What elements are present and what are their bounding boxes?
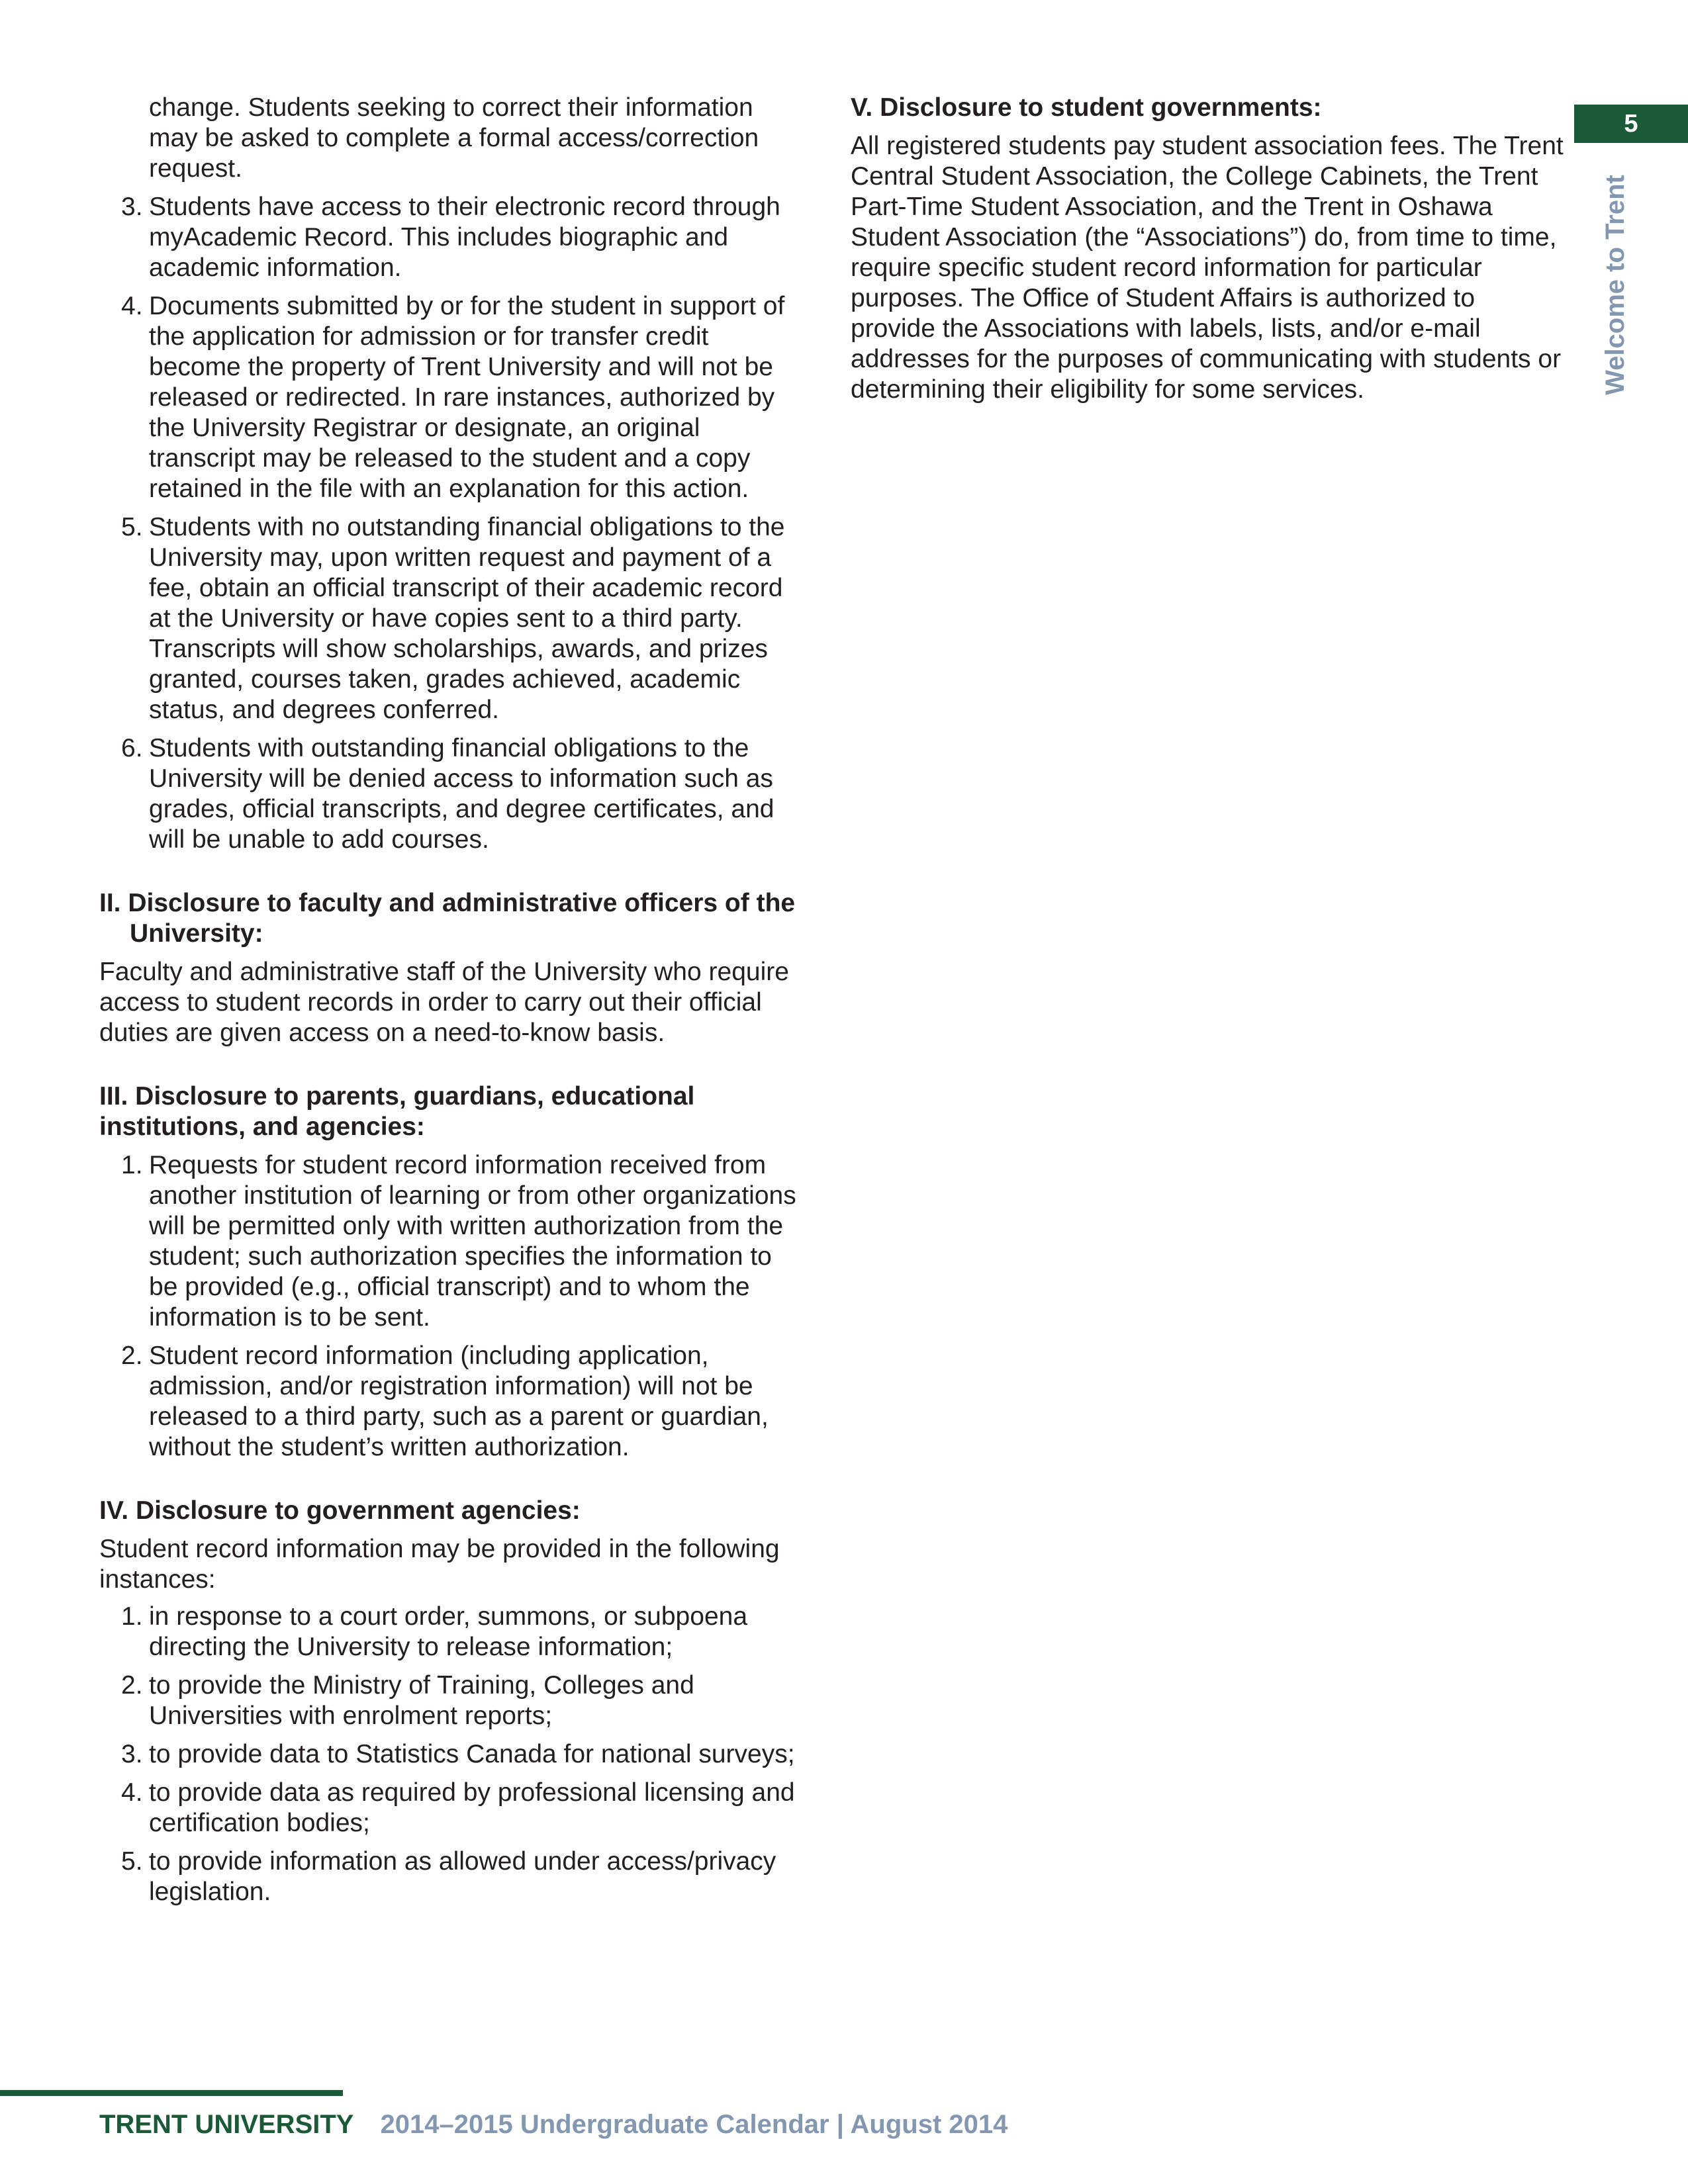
section-heading: II. Disclosure to faculty and administrative officers of the University:: [99, 889, 796, 948]
section-heading: V. Disclosure to student governments:: [851, 93, 1322, 122]
list-item: 1. Requests for student record information received from another institution of learning or from other organizations will be permitted only with written authorization from the student; such authorization specifies the information to be provided (e.g., official transcript) and to whom the information is to be sent.: [121, 1151, 796, 1332]
list-item: 5. to provide information as allowed under access/privacy legislation.: [121, 1847, 776, 1906]
footer-calendar: 2014–2015 Undergraduate Calendar | August 2014: [380, 2110, 1008, 2139]
right-column: [851, 93, 1566, 405]
list-item: 3. to provide data to Statistics Canada for national surveys;: [121, 1740, 795, 1768]
section-parents-disclosure: [99, 1081, 801, 1463]
continuation-text: change. Students seeking to correct their information may be asked to complete a formal access/correction request.: [149, 93, 759, 183]
section-student-governments: [851, 93, 1566, 405]
government-list: [99, 1602, 801, 1907]
access-list: [99, 192, 801, 855]
section-government-disclosure: [99, 1496, 801, 1907]
section-heading: IV. Disclosure to government agencies:: [99, 1496, 581, 1525]
list-item: 3. Students have access to their electronic record through myAcademic Record. This includes biographic and academic information.: [121, 193, 780, 282]
list-item: 2. to provide the Ministry of Training, Colleges and Universities with enrolment reports;: [121, 1671, 694, 1730]
list-item: 5. Students with no outstanding financial obligations to the University may, upon written request and payment of a fee, obtain an official transcript of their academic record at the University or have copies sent to a third party. Transcripts will show scholarships, awards, and prizes granted, courses taken, grades achieved, academic status, and degrees conferred.: [121, 513, 785, 724]
page-number: 5: [1624, 109, 1638, 138]
section-body: Faculty and administrative staff of the University who require access to student records in order to carry out their official duties are given access on a need-to-know basis.: [99, 958, 789, 1047]
left-column: [99, 93, 801, 1915]
list-item: 4. Documents submitted by or for the student in support of the application for admission or for transfer credit become the property of Trent University and will not be released or redirected. In rare instances, authorized by the University Registrar or designate, an original transcript may be released to the student and a copy retained in the file with an explanation for this action.: [121, 292, 785, 503]
parents-list: [99, 1150, 801, 1463]
list-item: 1. in response to a court order, summons, or subpoena directing the University to release information;: [121, 1602, 748, 1661]
section-heading: III. Disclosure to parents, guardians, educational institutions, and agencies:: [99, 1082, 695, 1141]
section-side-label: [1575, 165, 1655, 404]
footer-rule: [0, 2090, 343, 2096]
list-item: 4. to provide data as required by professional licensing and certification bodies;: [121, 1778, 795, 1837]
page-footer: [99, 2110, 1008, 2140]
section-intro: Student record information may be provided in the following instances:: [99, 1535, 780, 1594]
section-faculty-disclosure: [99, 888, 801, 1048]
section-body: All registered students pay student association fees. The Trent Central Student Association, the College Cabinets, the Trent Part-Time Student Association, and the Trent in Oshawa Student Association (the “Associations”) do, from time to time, require specific student record information for particular purposes. The Office of Student Affairs is authorized to provide the Associations with labels, lists, and/or e-mail addresses for the purposes of communicating with students or determining their eligibility for some services.: [851, 132, 1564, 404]
list-item: 2. Student record information (including application, admission, and/or registration information) will not be released to a third party, such as a parent or guardian, without the student’s written authorization.: [121, 1342, 769, 1461]
footer-university: TRENT UNIVERSITY: [99, 2110, 354, 2139]
side-label-text: Welcome to Trent: [1600, 174, 1630, 395]
page-number-tab: [1574, 105, 1688, 143]
list-item: 6. Students with outstanding financial obligations to the University will be denied access to information such as grades, official transcripts, and degree certificates, and will be unable to add courses.: [121, 734, 774, 854]
